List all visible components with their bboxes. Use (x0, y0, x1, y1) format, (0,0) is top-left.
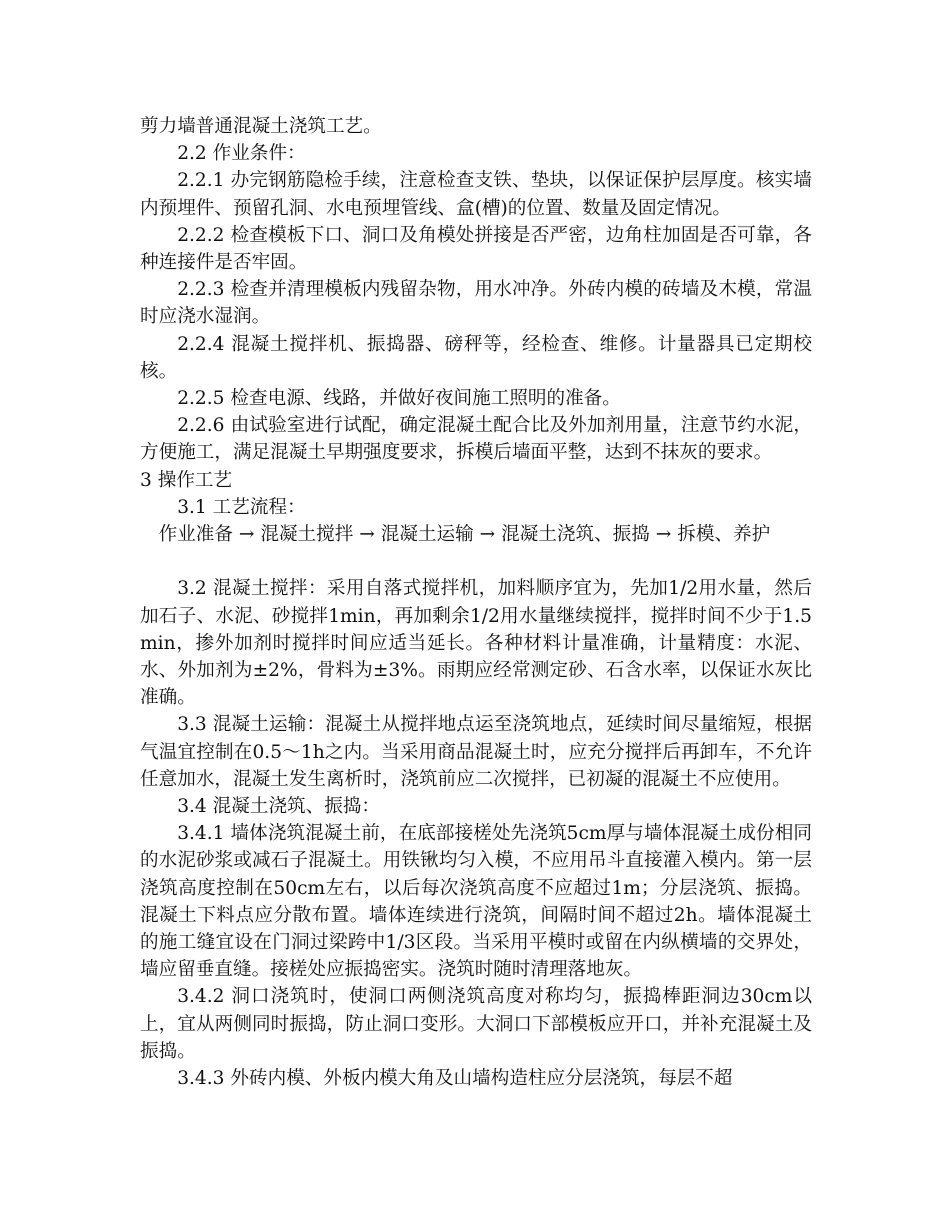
paragraph-2-2-2: 2.2.2 检查模板下口、洞口及角模处拼接是否严密，边角柱加固是否可靠，各种连接件是否牢固。 (140, 224, 812, 274)
heading-3-4: 3.4 混凝土浇筑、振捣： (177, 796, 381, 818)
heading-3-1: 3.1 工艺流程： (177, 496, 306, 518)
paragraph-3-4-3: 3.4.3 外砖内模、外板内模大角及山墙构造柱应分层浇筑，每层不超 (177, 1068, 733, 1090)
process-flow: 作业准备 → 混凝土搅拌 → 混凝土运输 → 混凝土浇筑、振捣 → 拆模、养护 (158, 524, 771, 546)
blank-line (140, 548, 812, 575)
paragraph-2-2-5: 2.2.5 检查电源、线路，并做好夜间施工照明的准备。 (177, 388, 621, 410)
paragraph-intro: 剪力墙普通混凝土浇筑工艺。 (140, 116, 382, 137)
paragraph-3-4-2: 3.4.2 洞口浇筑时，使洞口两侧浇筑高度对称均匀，振捣棒距洞边30cm以上，宜从两侧同时振捣，防止洞口变形。大洞口下部模板应开口，并补充混凝土及振捣。 (140, 986, 812, 1062)
paragraph-2-2-3: 2.2.3 检查并清理模板内残留杂物，用水冲净。外砖内模的砖墙及木模，常温时应浇水湿润。 (140, 279, 812, 328)
paragraph-3-2: 3.2 混凝土搅拌：采用自落式搅拌机，加料顺序宜为，先加1/2用水量，然后加石子、水泥、砂搅拌1min，再加剩余1/2用水量继续搅拌，搅拌时间不少于1.5min，掺外加剂时搅拌时间应适当延长。各种材料计量准确，计量精度：水泥、水、外加剂为±2%，骨料为±3%。雨期应经常测定砂、石含水率，以保证水灰比准确。 (140, 578, 812, 709)
paragraph-3-3: 3.3 混凝土运输：混凝土从搅拌地点运至浇筑地点，延续时间尽量缩短，根据气温宜控制在0.5～1h之内。当采用商品混凝土时，应充分搅拌后再卸车，不允许任意加水，混凝土发生离析时，浇筑前应二次搅拌，已初凝的混凝土不应使用。 (140, 714, 812, 790)
paragraph-2-2-6: 2.2.6 由试验室进行试配，确定混凝土配合比及外加剂用量，注意节约水泥，方便施工，满足混凝土早期强度要求，拆模后墙面平整，达到不抹灰的要求。 (140, 415, 812, 464)
paragraph-2-2-1: 2.2.1 办完钢筋隐检手续，注意检查支铁、垫块，以保证保护层厚度。核实墙内预埋件、预留孔洞、水电预埋管线、盒(槽)的位置、数量及固定情况。 (140, 170, 812, 219)
paragraph-3-4-1: 3.4.1 墙体浇筑混凝土前，在底部接槎处先浇筑5cm厚与墙体混凝土成份相同的水泥砂浆或减石子混凝土。用铁锹均匀入模，不应用吊斗直接灌入模内。第一层浇筑高度控制在50cm左右，以后每次浇筑高度不应超过1m；分层浇筑、振捣。混凝土下料点应分散布置。墙体连续进行浇筑，间隔时间不超过2h。墙体混凝土的施工缝宜设在门洞过梁跨中1/3区段。当采用平模时或留在内纵横墙的交界处，墙应留垂直缝。接槎处应振捣密实。浇筑时随时清理落地灰。 (140, 823, 812, 981)
paragraph-2-2-4: 2.2.4 混凝土搅拌机、振捣器、磅秤等，经检查、维修。计量器具已定期校核。 (140, 333, 812, 382)
heading-2-2: 2.2 作业条件： (177, 143, 306, 165)
heading-3: 3 操作工艺 (140, 469, 233, 491)
document-body (140, 113, 812, 1092)
